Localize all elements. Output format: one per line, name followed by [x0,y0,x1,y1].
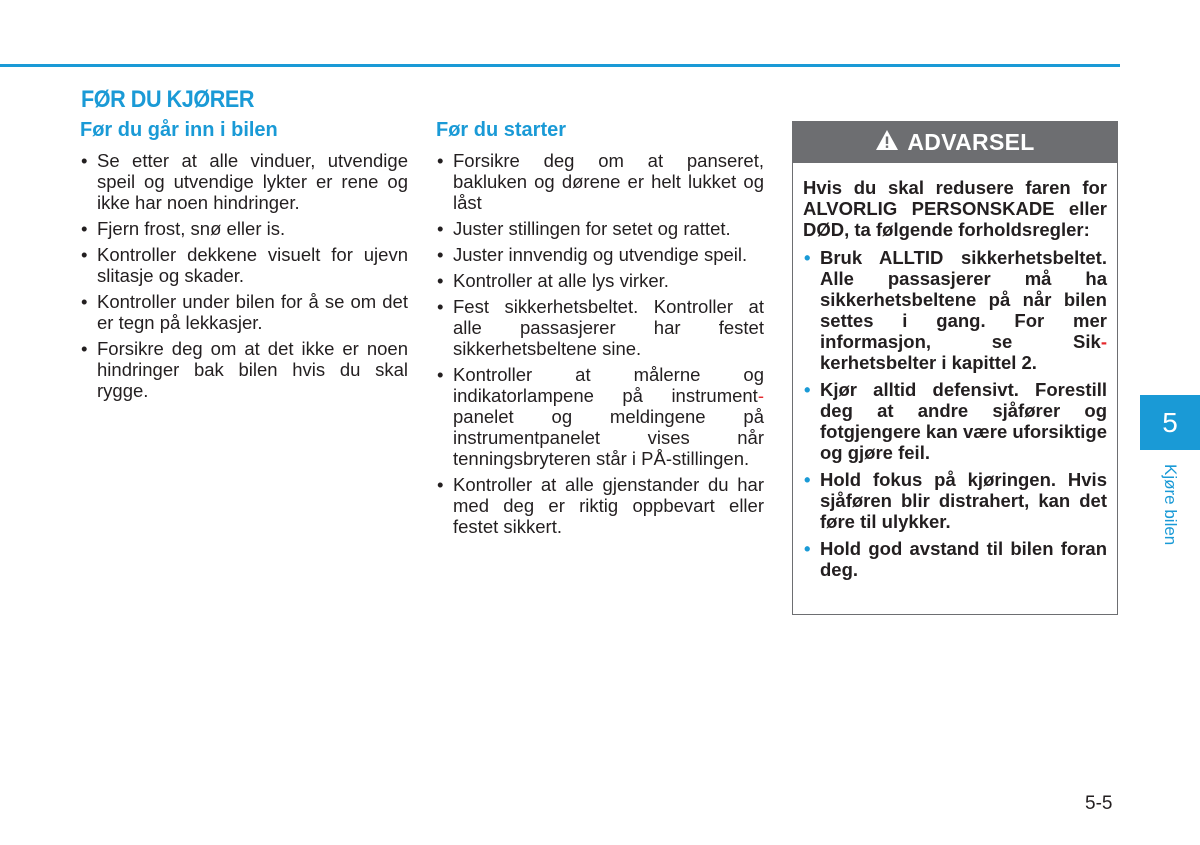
subheading-before-entering: Før du går inn i bilen [80,119,278,141]
warning-item: • Hold fokus på kjøringen. Hvis sjåføren blir distrahert, kan det føre til ulykker. [803,469,1107,532]
warning-intro: Hvis du skal redusere faren for ALVORLIG PERSONSKADE eller DØD, ta følgende forholdsregler: [803,177,1107,240]
checklist-before-entering [80,150,408,401]
warning-item-text: kerhetsbelter i kapittel 2. [820,352,1037,373]
list-item: • Kontroller dekkene visuelt for ujevn slitasje og skader. [80,244,408,286]
warning-item: • Kjør alltid defensivt. Forestill deg at andre sjåfører og fotgjengere kan være uforsiktige og gjøre feil. [803,379,1107,463]
chapter-number-tab: 5 [1140,395,1200,450]
column-before-entering [80,118,408,406]
list-item: • Fest sikkerhetsbeltet. Kontroller at alle passasjerer har festet sikkerhetsbeltene sine. [436,296,764,359]
column-before-starting [436,118,764,542]
subheading-before-starting: Før du starter [436,119,567,141]
list-item-text: Kontroller at målerne og indikatorlampene på instrument [453,364,764,406]
list-item: • Kontroller at alle lys virker. [436,270,764,291]
list-item: • Juster stillingen for setet og rattet. [436,218,764,239]
list-item: • Forsikre deg om at det ikke er noen hindringer bak bilen hvis du skal rygge. [80,338,408,401]
checklist-before-starting [436,150,764,537]
page-number: 5-5 [1085,793,1113,814]
list-item: • Juster innvendig og utvendige speil. [436,244,764,265]
warning-triangle-icon [875,129,899,157]
warning-list [803,247,1107,580]
top-rule [0,64,1120,67]
warning-title: ADVARSEL [907,129,1035,155]
warning-item [803,247,1107,373]
warning-header [793,122,1117,163]
list-item: • Se etter at alle vinduer, utvendige speil og utvendige lykter er rene og ikke har noen hindringer. [80,150,408,213]
warning-item-text: Bruk ALLTID sikkerhetsbeltet. Alle passasjerer må ha sikkerhetsbeltene på når bilen settes i gang. For mer informasjon, se Sik [820,247,1107,352]
list-item [436,364,764,469]
list-item: • Fjern frost, snø eller is. [80,218,408,239]
warning-box [792,121,1118,615]
list-item: • Kontroller under bilen for å se om det er tegn på lekkasjer. [80,291,408,333]
warning-item: • Hold god avstand til bilen foran deg. [803,538,1107,580]
chapter-label-container [1140,455,1200,555]
hyphen-mark: - [757,385,764,406]
hyphen-mark: - [1100,331,1107,352]
list-item-text: panelet og meldingene på instrumentpanelet vises når tenningsbryteren står i PÅ-stillingen. [453,406,764,469]
warning-body [793,163,1117,580]
list-item: • Kontroller at alle gjenstander du har med deg er riktig oppbevart eller festet sikkert. [436,474,764,537]
list-item: • Forsikre deg om at panseret, bakluken og dørene er helt lukket og låst [436,150,764,213]
chapter-label: Kjøre bilen [1161,464,1180,546]
section-title: FØR DU KJØRER [81,86,254,113]
